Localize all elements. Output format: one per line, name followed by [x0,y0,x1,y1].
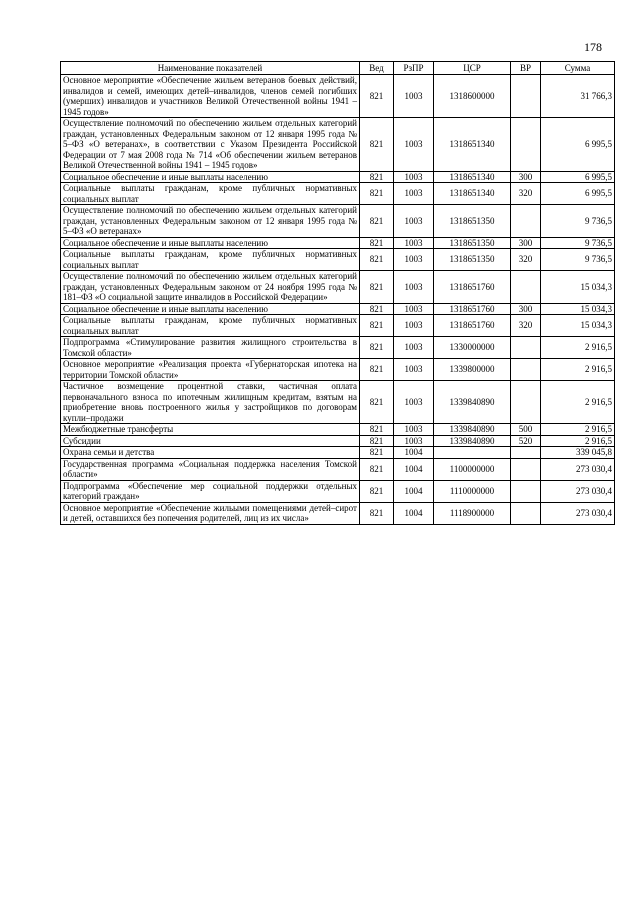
table-row [61,435,615,447]
table-row [61,447,615,459]
row-name: Социальное обеспечение и иные выплаты населению [61,303,360,315]
row-ved: 821 [360,75,394,118]
row-ved: 821 [360,381,394,424]
table-row [61,502,615,524]
table-body [61,75,615,525]
row-rzpr: 1003 [394,271,434,304]
row-csr: 1318651340 [434,183,511,205]
row-name: Государственная программа «Социальная поддержка населения Томской области» [61,458,360,480]
row-vr: 520 [511,435,541,447]
row-ved: 821 [360,424,394,436]
row-vr: 320 [511,183,541,205]
row-name: Социальное обеспечение и иные выплаты населению [61,237,360,249]
row-name: Социальные выплаты гражданам, кроме публичных нормативных социальных выплат [61,249,360,271]
row-vr: 500 [511,424,541,436]
row-name: Социальное обеспечение и иные выплаты населению [61,171,360,183]
row-csr: 1318651760 [434,271,511,304]
table-row [61,381,615,424]
row-ved: 821 [360,480,394,502]
row-sum: 9 736,5 [541,249,615,271]
row-vr [511,271,541,304]
row-sum: 15 034,3 [541,271,615,304]
row-ved: 821 [360,249,394,271]
row-name: Социальные выплаты гражданам, кроме публичных нормативных социальных выплат [61,183,360,205]
row-rzpr: 1003 [394,424,434,436]
row-csr: 1318651350 [434,237,511,249]
row-sum: 31 766,3 [541,75,615,118]
table-row [61,183,615,205]
table-row [61,271,615,304]
row-csr: 1339840890 [434,424,511,436]
row-rzpr: 1004 [394,458,434,480]
row-csr: 1318651350 [434,249,511,271]
row-vr [511,359,541,381]
row-sum: 6 995,5 [541,183,615,205]
row-sum: 2 916,5 [541,435,615,447]
row-vr [511,205,541,238]
row-name: Межбюджетные трансферты [61,424,360,436]
row-csr: 1100000000 [434,458,511,480]
page-number: 178 [584,40,602,54]
row-csr: 1339840890 [434,381,511,424]
row-csr: 1339840890 [434,435,511,447]
row-rzpr: 1003 [394,315,434,337]
header-rzpr: РзПР [394,62,434,75]
row-csr: 1318651340 [434,171,511,183]
row-ved: 821 [360,271,394,304]
row-rzpr: 1003 [394,205,434,238]
row-vr [511,337,541,359]
row-rzpr: 1004 [394,480,434,502]
row-rzpr: 1003 [394,337,434,359]
row-ved: 821 [360,118,394,172]
row-sum: 15 034,3 [541,303,615,315]
row-vr: 300 [511,237,541,249]
row-vr [511,458,541,480]
row-ved: 821 [360,359,394,381]
row-name: Частичное возмещение процентной ставки, частичная оплата первоначального взноса по ипотечным жилищным кредитам, взятым на приобретение вновь построенного жилья у застройщиков по договорам купли–продажи [61,381,360,424]
row-sum: 2 916,5 [541,359,615,381]
row-vr: 320 [511,315,541,337]
header-sum: Сумма [541,62,615,75]
row-name: Осуществление полномочий по обеспечению жильем отдельных категорий граждан, установленных Федеральным законом от 12 января 1995 года № 5–ФЗ «О ветеранах» [61,205,360,238]
row-csr [434,447,511,459]
row-sum: 339 045,8 [541,447,615,459]
table-row [61,359,615,381]
row-name: Осуществление полномочий по обеспечению жильем отдельных категорий граждан, установленных Федеральным законом от 12 января 1995 года № 5–ФЗ «О ветеранах», в соответствии с Указом Президента Российской Федерации от 7 мая 2008 года № 714 «Об обеспечении жильем ветеранов Великой Отечественной войны 1941 – 1945 годов» [61,118,360,172]
row-vr [511,502,541,524]
row-rzpr: 1003 [394,237,434,249]
row-vr [511,75,541,118]
row-csr: 1330000000 [434,337,511,359]
row-ved: 821 [360,303,394,315]
table-row [61,424,615,436]
row-ved: 821 [360,237,394,249]
row-sum: 273 030,4 [541,480,615,502]
row-sum: 6 995,5 [541,171,615,183]
row-csr: 1339800000 [434,359,511,381]
row-name: Охрана семьи и детства [61,447,360,459]
row-rzpr: 1003 [394,118,434,172]
row-sum: 9 736,5 [541,237,615,249]
row-vr: 300 [511,303,541,315]
row-rzpr: 1003 [394,359,434,381]
row-csr: 1318651760 [434,315,511,337]
table-row [61,237,615,249]
header-csr: ЦСР [434,62,511,75]
row-vr [511,381,541,424]
header-ved: Вед [360,62,394,75]
table-row [61,118,615,172]
budget-table [60,61,615,525]
table-row [61,205,615,238]
row-ved: 821 [360,315,394,337]
row-vr [511,447,541,459]
table-row [61,75,615,118]
table-row [61,458,615,480]
row-csr: 1110000000 [434,480,511,502]
row-ved: 821 [360,171,394,183]
row-sum: 6 995,5 [541,118,615,172]
table-header-row [61,62,615,75]
row-ved: 821 [360,337,394,359]
row-rzpr: 1003 [394,183,434,205]
table-row [61,315,615,337]
row-ved: 821 [360,447,394,459]
row-rzpr: 1003 [394,303,434,315]
row-name: Подпрограмма «Обеспечение мер социальной поддержки отдельных категорий граждан» [61,480,360,502]
row-ved: 821 [360,205,394,238]
row-name: Субсидии [61,435,360,447]
row-csr: 1118900000 [434,502,511,524]
row-rzpr: 1003 [394,381,434,424]
row-name: Подпрограмма «Стимулирование развития жилищного строительства в Томской области» [61,337,360,359]
row-name: Основное мероприятие «Обеспечение жильыми помещениями детей–сирот и детей, оставшихся без попечения родителей, лиц из их числа» [61,502,360,524]
table-row [61,249,615,271]
row-sum: 2 916,5 [541,424,615,436]
table-row [61,171,615,183]
row-csr: 1318651350 [434,205,511,238]
row-ved: 821 [360,435,394,447]
row-vr [511,118,541,172]
row-rzpr: 1003 [394,75,434,118]
row-csr: 1318600000 [434,75,511,118]
row-csr: 1318651340 [434,118,511,172]
row-sum: 15 034,3 [541,315,615,337]
row-sum: 273 030,4 [541,502,615,524]
row-vr: 320 [511,249,541,271]
row-rzpr: 1003 [394,435,434,447]
row-sum: 2 916,5 [541,337,615,359]
row-name: Основное мероприятие «Реализация проекта «Губернаторская ипотека на территории Томской области» [61,359,360,381]
table-row [61,480,615,502]
header-vr: ВР [511,62,541,75]
row-sum: 273 030,4 [541,458,615,480]
row-ved: 821 [360,502,394,524]
row-rzpr: 1004 [394,447,434,459]
header-name: Наименование показателей [61,62,360,75]
row-vr: 300 [511,171,541,183]
table-row [61,337,615,359]
table-row [61,303,615,315]
row-name: Осуществление полномочий по обеспечению жильем отдельных категорий граждан, установленных Федеральным законом от 24 ноября 1995 года № 181–ФЗ «О социальной защите инвалидов в Российской Федерации» [61,271,360,304]
row-csr: 1318651760 [434,303,511,315]
row-rzpr: 1003 [394,249,434,271]
row-sum: 2 916,5 [541,381,615,424]
row-vr [511,480,541,502]
row-ved: 821 [360,183,394,205]
row-sum: 9 736,5 [541,205,615,238]
row-name: Основное мероприятие «Обеспечение жильем ветеранов боевых действий, инвалидов и семей, имеющих детей–инвалидов, членов семей погибших (умерших) инвалидов и участников Великой Отечественной войны 1941 – 1945 годов» [61,75,360,118]
row-name: Социальные выплаты гражданам, кроме публичных нормативных социальных выплат [61,315,360,337]
row-rzpr: 1004 [394,502,434,524]
row-rzpr: 1003 [394,171,434,183]
row-ved: 821 [360,458,394,480]
